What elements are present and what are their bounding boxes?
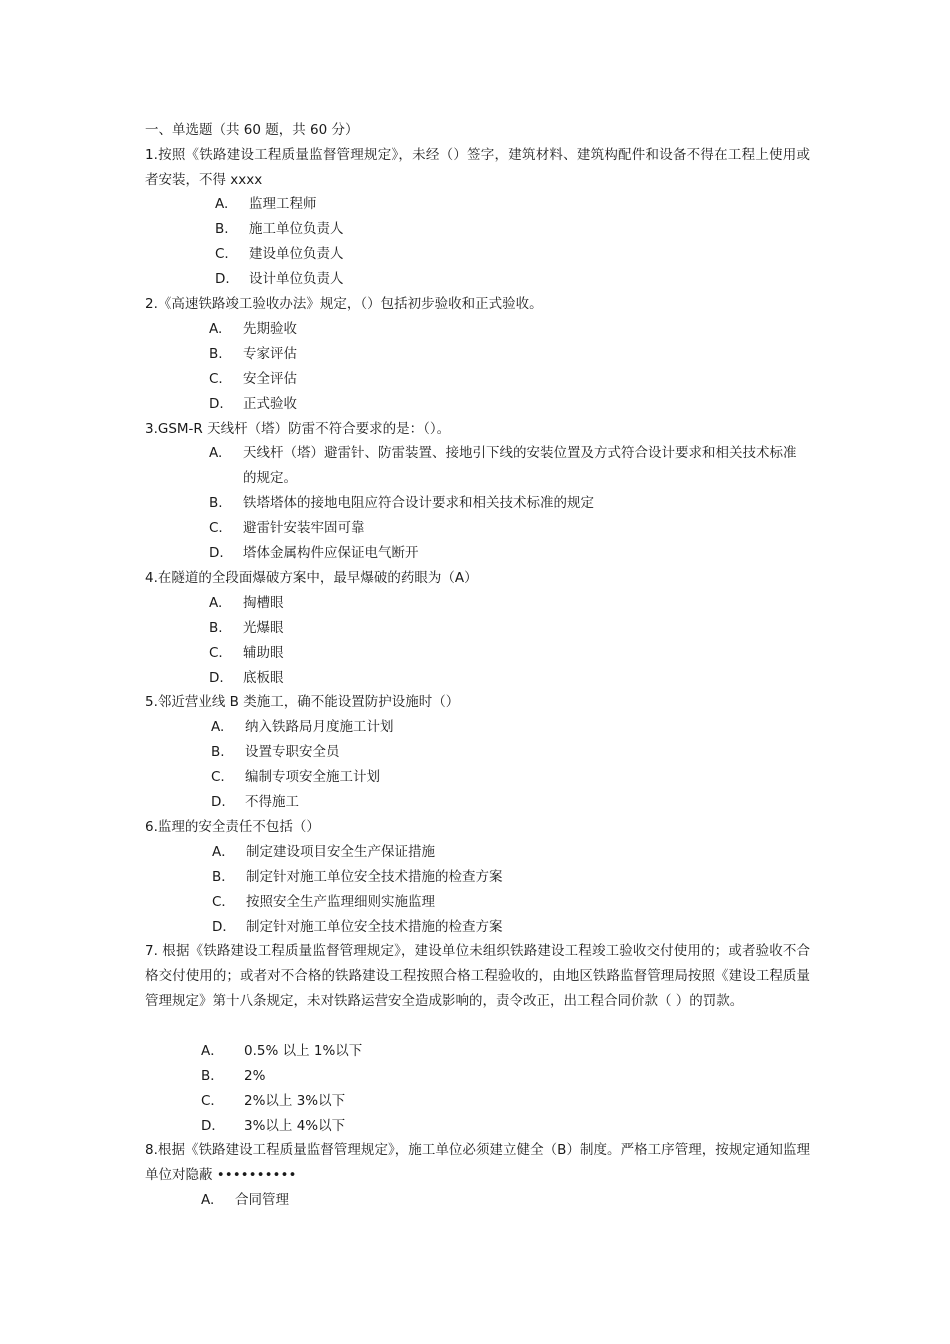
option-letter: D. [209, 545, 224, 561]
question-options-3 [209, 441, 809, 566]
option-letter: C. [209, 371, 223, 387]
option-text: 制定针对施工单位安全技术措施的检查方案 [246, 919, 503, 935]
option-text: 制定建设项目安全生产保证措施 [246, 844, 435, 860]
option-text: 安全评估 [243, 371, 297, 387]
option-text: 合同管理 [235, 1192, 289, 1208]
option-4-b [209, 616, 284, 641]
option-letter: D． [212, 919, 236, 935]
option-text: 按照安全生产监理细则实施监理 [246, 894, 435, 910]
option-text: 编制专项安全施工计划 [245, 769, 380, 785]
option-letter: A. [209, 595, 223, 611]
option-7-a [201, 1039, 362, 1064]
option-text: 掏槽眼 [243, 595, 284, 611]
option-3-c [209, 516, 809, 541]
option-text: 2% [244, 1068, 266, 1084]
option-letter: D． [201, 1118, 225, 1134]
option-text: 辅助眼 [243, 645, 284, 661]
option-text: 2%以上 3%以下 [244, 1093, 346, 1109]
option-letter: D. [211, 794, 226, 810]
option-letter: B. [209, 346, 223, 362]
option-letter: A. [209, 445, 223, 461]
question-options-7 [201, 1039, 362, 1139]
option-text: 专家评估 [243, 346, 297, 362]
question-stem-1: 1.按照《铁路建设工程质量监督管理规定》，未经（）签字，建筑材料、建筑构配件和设备不得在工程上使用或者安装，不得 xxxx [145, 147, 810, 188]
option-text: 不得施工 [245, 794, 299, 810]
option-text: 先期验收 [243, 321, 297, 337]
option-1-b [215, 217, 344, 242]
option-text: 建设单位负责人 [249, 246, 344, 262]
option-text: 施工单位负责人 [249, 221, 344, 237]
question-stem-8: 8.根据《铁路建设工程质量监督管理规定》，施工单位必须建立健全（B）制度。严格工序管理，按规定通知监理单位对隐蔽 •••••••••• [145, 1142, 810, 1183]
question-options-1 [215, 192, 344, 292]
option-letter: A. [215, 196, 229, 212]
option-letter: D. [209, 670, 224, 686]
option-7-b [201, 1064, 362, 1089]
option-2-c [209, 367, 297, 392]
option-3-d [209, 541, 809, 566]
option-letter: C. [211, 769, 225, 785]
option-letter: B. [209, 620, 223, 636]
option-text: 纳入铁路局月度施工计划 [245, 719, 394, 735]
question-stem-7: 7. 根据《铁路建设工程质量监督管理规定》，建设单位未组织铁路建设工程竣工验收交付使用的；或者验收不合格交付使用的；或者对不合格的铁路建设工程按照合格工程验收的，由地区铁路监督管理局按照《建设工程质量管理规定》第十八条规定，未对铁路运营安全造成影响的，责令改正，出工程合同价款（ ）的罚款。 [145, 943, 810, 1009]
question-stem-3: 3.GSM-R 天线杆（塔）防雷不符合要求的是：（）。 [145, 421, 451, 437]
option-8-a [201, 1188, 289, 1213]
option-letter: C． [201, 1093, 224, 1109]
option-letter: C. [209, 520, 223, 536]
option-6-d [212, 915, 503, 940]
option-letter: A． [212, 844, 235, 860]
question-options-8 [201, 1188, 289, 1213]
option-1-c [215, 242, 344, 267]
option-2-b [209, 342, 297, 367]
question-options-4 [209, 591, 284, 691]
option-letter: A. [209, 321, 223, 337]
option-5-b [211, 740, 394, 765]
question-options-5 [211, 715, 394, 815]
option-2-a [209, 317, 297, 342]
option-text: 制定针对施工单位安全技术措施的检查方案 [246, 869, 503, 885]
option-letter: B． [212, 869, 235, 885]
option-5-a [211, 715, 394, 740]
option-1-d [215, 267, 344, 292]
option-letter: B. [209, 495, 223, 511]
option-letter: B． [201, 1068, 224, 1084]
option-text: 塔体金属构件应保证电气断开 [243, 545, 419, 561]
option-letter: A. [201, 1192, 215, 1208]
option-6-c [212, 890, 503, 915]
option-text: 正式验收 [243, 396, 297, 412]
question-stem-5: 5.邻近营业线 B 类施工，确不能设置防护设施时（） [145, 694, 460, 710]
option-5-d [211, 790, 394, 815]
option-3-b [209, 491, 809, 516]
option-7-c [201, 1089, 362, 1114]
option-text: 监理工程师 [249, 196, 317, 212]
option-5-c [211, 765, 394, 790]
option-letter: D. [209, 396, 224, 412]
option-text: 铁塔塔体的接地电阻应符合设计要求和相关技术标准的规定 [243, 495, 594, 511]
option-letter: C． [212, 894, 235, 910]
option-6-a [212, 840, 503, 865]
option-2-d [209, 392, 297, 417]
option-text: 底板眼 [243, 670, 284, 686]
option-text: 设计单位负责人 [249, 271, 344, 287]
option-text: 3%以上 4%以下 [244, 1118, 346, 1134]
option-letter: D. [215, 271, 230, 287]
option-1-a [215, 192, 344, 217]
option-text: 避雷针安装牢固可靠 [243, 520, 365, 536]
option-4-c [209, 641, 284, 666]
question-stem-2: 2.《高速铁路竣工验收办法》规定，（）包括初步验收和正式验收。 [145, 296, 543, 312]
question-options-2 [209, 317, 297, 417]
question-stem-4: 4.在隧道的全段面爆破方案中，最早爆破的药眼为（A） [145, 570, 478, 586]
option-text: 天线杆（塔）避雷针、防雷装置、接地引下线的安装位置及方式符合设计要求和相关技术标准的规定。 [243, 445, 797, 486]
section-title: 一、单选题（共 60 题，共 60 分） [145, 122, 359, 138]
option-4-d [209, 666, 284, 691]
option-letter: B. [215, 221, 229, 237]
option-letter: B. [211, 744, 225, 760]
question-options-6 [212, 840, 503, 940]
option-letter: C. [209, 645, 223, 661]
option-text: 0.5% 以上 1%以下 [244, 1043, 363, 1059]
option-7-d [201, 1114, 362, 1139]
question-stem-6: 6.监理的安全责任不包括（） [145, 819, 320, 835]
option-6-b [212, 865, 503, 890]
option-letter: A. [211, 719, 225, 735]
option-letter: A． [201, 1043, 224, 1059]
option-text: 设置专职安全员 [245, 744, 340, 760]
option-4-a [209, 591, 284, 616]
option-3-a [209, 441, 809, 491]
option-letter: C. [215, 246, 229, 262]
option-text: 光爆眼 [243, 620, 284, 636]
